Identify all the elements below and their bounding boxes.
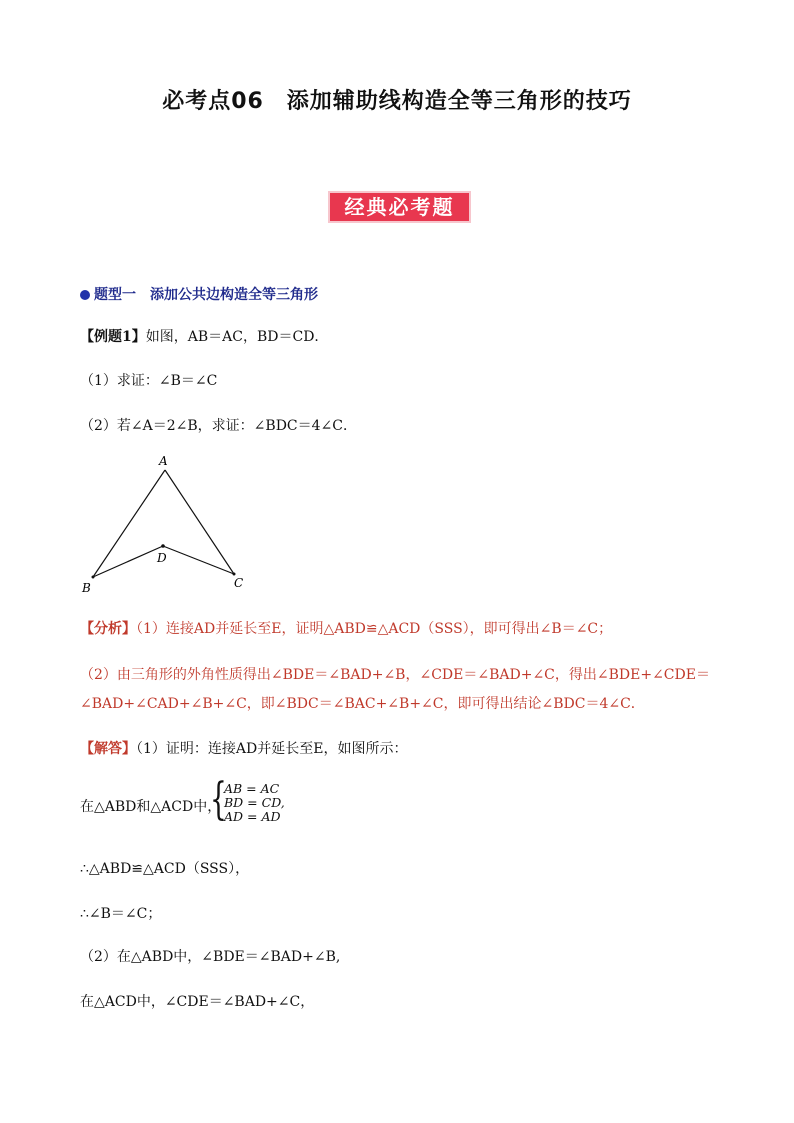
analysis-line-2: （2）由三角形的外角性质得出∠BDE＝∠BAD+∠B，∠CDE＝∠BAD+∠C，得出∠BDE+∠CDE＝ xyxy=(80,667,710,683)
system-eq-3: AD = AD xyxy=(224,809,281,824)
segment-cd xyxy=(163,546,234,574)
triangle-figure xyxy=(78,450,258,600)
solution-line-6: 在△ACD中，∠CDE＝∠BAD+∠C， xyxy=(80,994,315,1010)
analysis-head: 【分析】 xyxy=(80,621,136,637)
question-2: （2）若∠A＝2∠B，求证：∠BDC＝4∠C． xyxy=(80,418,357,434)
point-d xyxy=(161,544,165,548)
example-head: 【例题1】 xyxy=(80,329,146,345)
solution-line-3: ∴△ABD≌△ACD（SSS）， xyxy=(80,861,250,877)
system-eq-1: AB = AC xyxy=(224,781,280,796)
question-type-label: 题型一 添加公共边构造全等三角形 xyxy=(94,287,318,303)
segment-ac xyxy=(165,470,234,574)
label-d: D xyxy=(157,551,167,565)
section-badge: 经典必考题 xyxy=(328,191,471,223)
analysis-line-3: ∠BAD+∠CAD+∠B+∠C，即∠BDC＝∠BAC+∠B+∠C，即可得出结论∠BDC＝4∠C． xyxy=(80,696,645,712)
solution-line-1 xyxy=(80,738,407,758)
solution-line-5: （2）在△ABD中，∠BDE＝∠BAD+∠B, xyxy=(80,949,341,965)
solution-in-text: 在△ABD和△ACD中， xyxy=(80,799,222,815)
question-1: （1）求证：∠B＝∠C xyxy=(80,373,218,389)
system-eq-2: BD = CD, xyxy=(224,795,285,810)
label-a: A xyxy=(159,454,168,468)
example-statement xyxy=(80,326,328,346)
analysis-line-1 xyxy=(80,618,612,638)
brace-symbol: { xyxy=(210,774,227,825)
page-title: 必考点06 添加辅助线构造全等三角形的技巧 xyxy=(162,89,632,114)
solution-text-1: （1）证明：连接AD并延长至E，如图所示： xyxy=(136,741,408,757)
point-b xyxy=(92,576,95,579)
example-text: 如图，AB＝AC，BD＝CD． xyxy=(145,329,329,345)
question-type-heading xyxy=(80,284,318,304)
analysis-text-1: （1）连接AD并延长至E，证明△ABD≌△ACD（SSS），即可得出∠B＝∠C； xyxy=(136,621,613,637)
label-c: C xyxy=(234,576,244,590)
solution-line-4: ∴∠B＝∠C； xyxy=(80,906,162,922)
label-b: B xyxy=(82,581,91,595)
bullet-icon xyxy=(80,290,90,300)
solution-head: 【解答】 xyxy=(80,741,136,757)
